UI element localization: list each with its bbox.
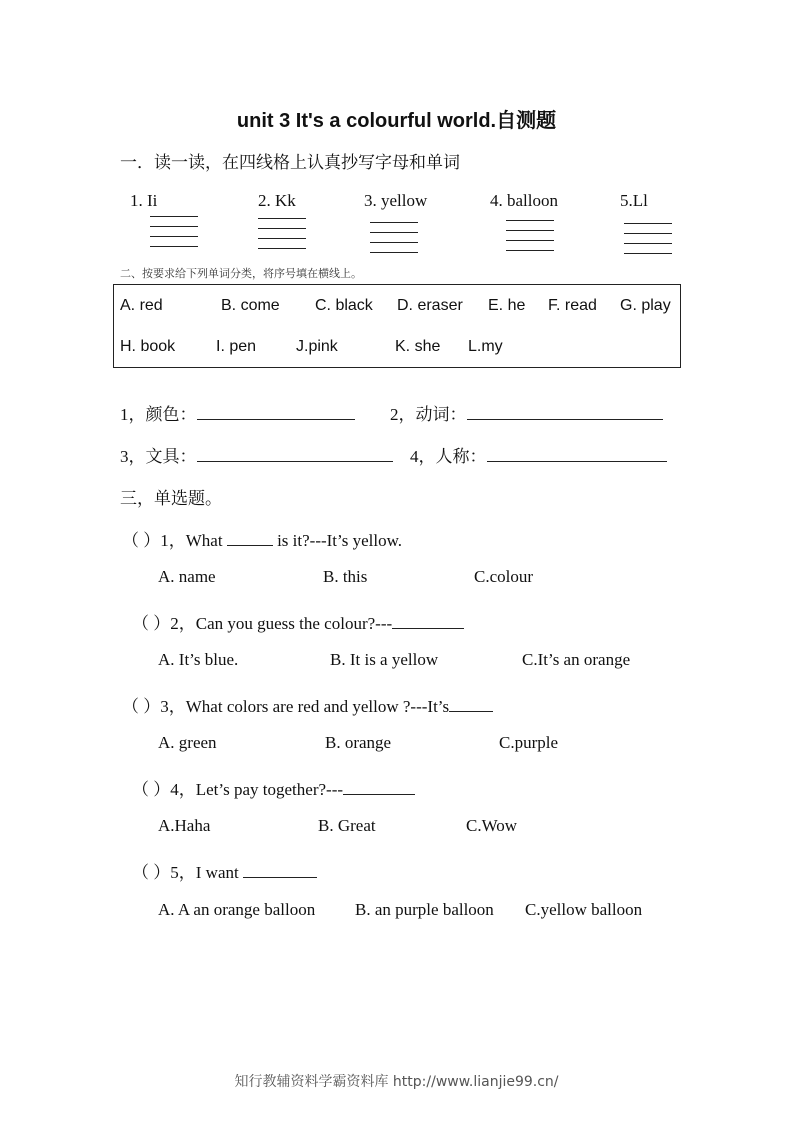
answer-paren-5[interactable]: （ ） bbox=[132, 863, 171, 882]
four-line-grid-3[interactable] bbox=[370, 222, 418, 262]
word-k: K. she bbox=[395, 338, 441, 355]
section2-heading: 二、按要求给下列单词分类，将序号填在横线上。 bbox=[120, 267, 362, 280]
word-j: J.pink bbox=[296, 338, 338, 355]
word-f: F. read bbox=[548, 297, 597, 314]
q4-option-a: A.Haha bbox=[158, 816, 211, 835]
category-pronoun bbox=[410, 442, 667, 467]
word-c: C. black bbox=[315, 297, 373, 314]
category-stationery-label: 3，文具： bbox=[120, 447, 197, 466]
word-b: B. come bbox=[221, 297, 280, 314]
q5-option-c: C.yellow balloon bbox=[525, 900, 643, 919]
q1-option-b: B. this bbox=[323, 567, 368, 586]
question-1 bbox=[122, 526, 402, 551]
word-d: D. eraser bbox=[397, 297, 463, 314]
category-colour-label: 1，颜色： bbox=[120, 405, 197, 424]
copy-item-4: 4. balloon bbox=[490, 191, 558, 210]
answer-paren-1[interactable]: （ ） bbox=[122, 531, 161, 550]
q5-option-b: B. an purple balloon bbox=[355, 900, 494, 919]
question-4 bbox=[132, 775, 415, 800]
q4-option-c: C.Wow bbox=[466, 816, 518, 835]
question-4-blank bbox=[343, 778, 415, 795]
q3-option-b: B. orange bbox=[325, 733, 392, 752]
q2-option-c: C.It’s an orange bbox=[522, 650, 631, 669]
category-stationery bbox=[120, 442, 393, 467]
section1-heading: 一．读一读，在四线格上认真抄写字母和单词 bbox=[120, 153, 460, 172]
answer-blank-colour[interactable] bbox=[197, 403, 355, 420]
q1-option-a: A. name bbox=[158, 567, 216, 586]
four-line-grid-2[interactable] bbox=[258, 218, 306, 258]
question-4-text: 4，Let’s pay together?--- bbox=[170, 780, 344, 799]
category-verb-label: 2，动词： bbox=[390, 405, 467, 424]
question-3-text: 3，What colors are red and yellow ?---It’s bbox=[160, 697, 450, 716]
word-l: L.my bbox=[468, 338, 503, 355]
question-3-blank bbox=[449, 695, 493, 712]
q2-option-a: A. It’s blue. bbox=[158, 650, 239, 669]
question-5-text: 5，I want bbox=[170, 863, 243, 882]
question-2-text: 2，Can you guess the colour?--- bbox=[170, 614, 393, 633]
copy-item-3: 3. yellow bbox=[364, 191, 428, 210]
word-g: G. play bbox=[620, 297, 671, 314]
section3-heading: 三，单选题。 bbox=[120, 489, 222, 508]
answer-paren-3[interactable]: （ ） bbox=[122, 697, 161, 716]
word-e: E. he bbox=[488, 297, 526, 314]
category-pronoun-label: 4，人称： bbox=[410, 447, 487, 466]
q1-option-c: C.colour bbox=[474, 567, 534, 586]
q3-option-a: A. green bbox=[158, 733, 217, 752]
answer-blank-pronoun[interactable] bbox=[487, 445, 667, 462]
question-1-text-end: is it?---It’s yellow. bbox=[272, 531, 403, 550]
q2-option-b: B. It is a yellow bbox=[330, 650, 439, 669]
question-5 bbox=[132, 858, 317, 883]
question-1-blank bbox=[227, 529, 273, 546]
question-1-text: 1，What bbox=[160, 531, 227, 550]
footer-watermark: 知行教辅资料学霸资料库 http://www.lianjie99.cn/ bbox=[234, 1074, 559, 1090]
word-a: A. red bbox=[120, 297, 163, 314]
answer-blank-verb[interactable] bbox=[467, 403, 663, 420]
category-colour bbox=[120, 400, 355, 425]
four-line-grid-4[interactable] bbox=[506, 220, 554, 260]
answer-paren-4[interactable]: （ ） bbox=[132, 780, 171, 799]
four-line-grid-1[interactable] bbox=[150, 216, 198, 256]
answer-paren-2[interactable]: （ ） bbox=[132, 614, 171, 633]
category-verb bbox=[390, 400, 663, 425]
question-2 bbox=[132, 609, 464, 634]
copy-item-5: 5.Ll bbox=[620, 191, 648, 210]
q5-option-a: A. A an orange balloon bbox=[158, 900, 316, 919]
q3-option-c: C.purple bbox=[499, 733, 559, 752]
answer-blank-stationery[interactable] bbox=[197, 445, 393, 462]
four-line-grid-5[interactable] bbox=[624, 223, 672, 263]
copy-item-1: 1. Ii bbox=[130, 191, 158, 210]
question-5-blank bbox=[243, 861, 317, 878]
copy-item-2: 2. Kk bbox=[258, 191, 296, 210]
q4-option-b: B. Great bbox=[318, 816, 376, 835]
page-title: unit 3 It's a colourful world.自测题 bbox=[236, 110, 557, 132]
question-3 bbox=[122, 692, 493, 717]
word-h: H. book bbox=[120, 338, 176, 355]
question-2-blank bbox=[392, 612, 464, 629]
word-i: I. pen bbox=[216, 338, 257, 355]
